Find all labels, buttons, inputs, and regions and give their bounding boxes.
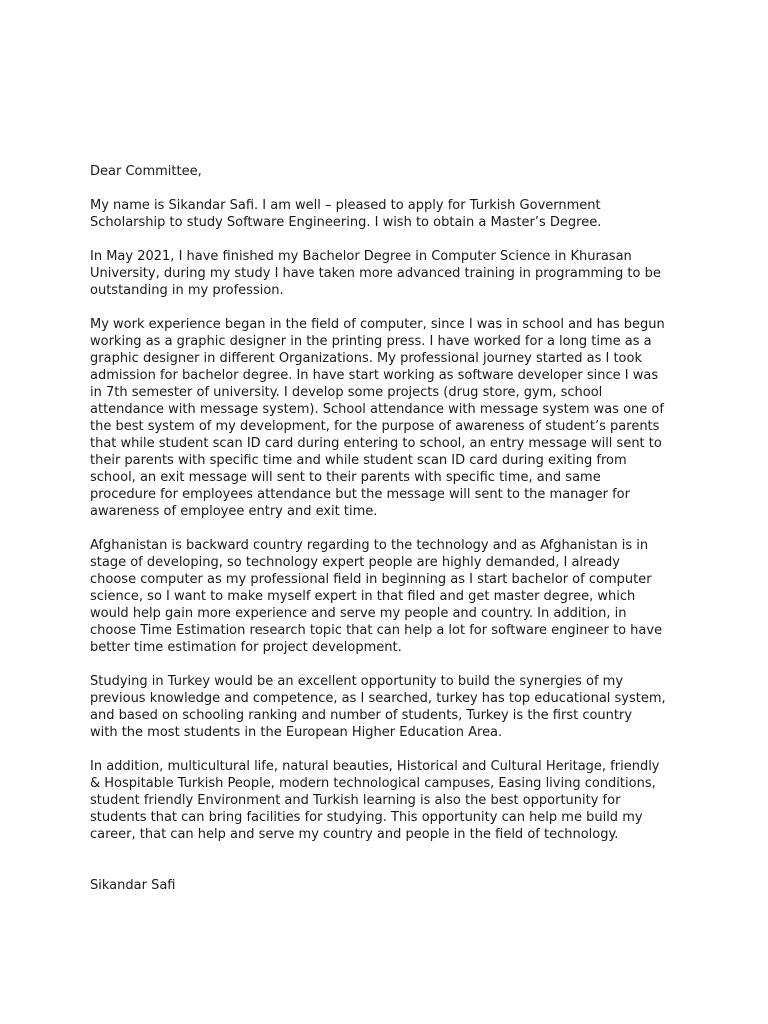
- signature-name: Sikandar Safi: [90, 878, 176, 893]
- paragraph-why-turkey: Studying in Turkey would be an excellent opportunity to build the synergies of my previous knowledge and competence, as I searched, turkey has top educational system, and based on schooling ranking and number of students, Turkey is the first country with the most students in the European Higher Education Area.: [90, 674, 666, 740]
- greeting: Dear Committee,: [90, 164, 202, 179]
- paragraph-motivation: Afghanistan is backward country regarding to the technology and as Afghanistan is in stage of developing, so technology expert people are highly demanded, I already choose computer as my professional field in beginning as I start bachelor of computer science, so I want to make myself expert in that filed and get master degree, which would help gain more experience and serve my people and country. In addition, in choose Time Estimation research topic that can help a lot for software engineer to have better time estimation for project development.: [90, 538, 663, 655]
- paragraph-conclusion: In addition, multicultural life, natural beauties, Historical and Cultural Heritage, friendly & Hospitable Turkish People, modern technological campuses, Easing living conditions, student friendly Environment and Turkish learning is also the best opportunity for students that can bring facilities for studying. This opportunity can help me build my career, that can help and serve my country and people in the field of technology.: [90, 759, 660, 842]
- paragraph-work-experience: My work experience began in the field of computer, since I was in school and has begun working as a graphic designer in the printing press. I have worked for a long time as a graphic designer in different Organizations. My professional journey started as I took admission for bachelor degree. In have start working as software developer since I was in 7th semester of university. I develop some projects (drug store, gym, school attendance with message system). School attendance with message system was one of the best system of my development, for the purpose of awareness of student’s parents that while student scan ID card during entering to school, an entry message will sent to their parents with specific time and while student scan ID card during exiting from school, an exit message will sent to their parents with specific time, and same procedure for employees attendance but the message will sent to the manager for awareness of employee entry and exit time.: [90, 317, 665, 519]
- paragraph-introduction: My name is Sikandar Safi. I am well – pleased to apply for Turkish Government Scholarship to study Software Engineering. I wish to obtain a Master’s Degree.: [90, 198, 602, 230]
- letter-body: [90, 163, 690, 894]
- paragraph-education: In May 2021, I have finished my Bachelor Degree in Computer Science in Khurasan University, during my study I have taken more advanced training in programming to be outstanding in my profession.: [90, 249, 661, 298]
